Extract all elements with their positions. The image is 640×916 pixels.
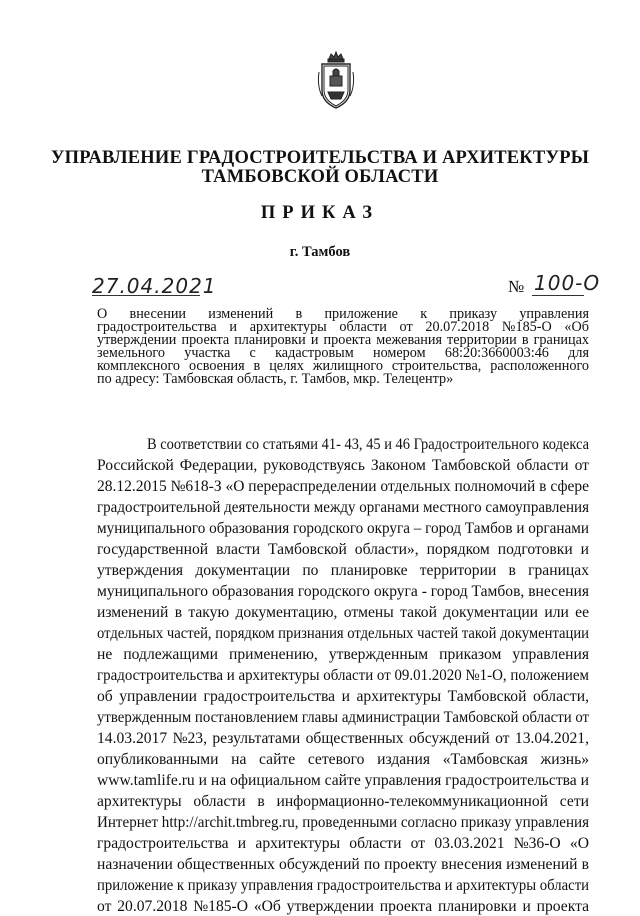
- subject-line: утверждении проекта планировки и проекта межевания территории в границах: [97, 332, 589, 348]
- body-line: градостроительства и архитектуры области от 09.01.2020 №1-О, положением: [97, 667, 589, 684]
- body-line: В соответствии со статьями 41- 43, 45 и 46 Градостроительного кодекса: [147, 436, 589, 453]
- body-line: об управлении градостроительства и архитектуры Тамбовской области,: [97, 688, 589, 705]
- body-line: назначении общественных обсуждений по проекту внесения изменений в: [97, 856, 589, 873]
- subject-line: земельного участка с кадастровым номером 68:20:3660003:46 для: [97, 345, 589, 361]
- body-line: изменений в такую документацию, отмены такой документации или ее: [97, 604, 589, 621]
- body-line: архитектуры области в информационно-телекоммуникационной сети: [97, 793, 589, 810]
- agency-name-line2: ТАМБОВСКОЙ ОБЛАСТИ: [201, 167, 439, 187]
- body-line: www.tamlife.ru и на официальном сайте управления градостроительства и: [97, 772, 589, 789]
- body-line: Российской Федерации, руководствуясь Законом Тамбовской области от: [97, 457, 589, 474]
- body-line: Интернет http://archit.tmbreg.ru, проведенными согласно приказу управления: [97, 814, 589, 831]
- body-line: государственной власти Тамбовской области», порядком подготовки и: [97, 541, 589, 558]
- body-line: 14.03.2017 №23, результатами общественных обсуждений от 13.04.2021,: [97, 730, 589, 747]
- number-underline: [532, 295, 584, 296]
- city-label: г. Тамбов: [289, 244, 351, 260]
- body-line: отдельных частей, порядком признания отдельных частей такой документации: [97, 625, 589, 642]
- number-sign: №: [508, 277, 525, 296]
- subject-line: комплексного освоения в целях жилищного строительства, расположенного: [97, 358, 589, 374]
- document-type-title: ПРИКАЗ: [260, 203, 380, 223]
- subject-line: по адресу: Тамбовская область, г. Тамбов, мкр. Телецентр»: [97, 371, 454, 387]
- coat-of-arms-emblem: [316, 50, 356, 112]
- handwritten-order-number: 100-О: [534, 271, 601, 295]
- body-line: опубликованными на сайте сетевого издания «Тамбовская жизнь»: [97, 751, 589, 768]
- body-line: утверждения документации по планировке территории в границах: [97, 562, 589, 579]
- body-line: приложение к приказу управления градостроительства и архитектуры области: [97, 877, 589, 894]
- subject-line: О внесении изменений в приложение к приказу управления: [97, 306, 589, 322]
- body-line: муниципального образования городского округа – город Тамбов и органами: [97, 520, 589, 537]
- body-line: градостроительной деятельности между органами местного самоуправления: [97, 499, 589, 516]
- date-underline: [92, 295, 200, 296]
- body-line: утвержденным постановлением главы администрации Тамбовской области от: [97, 709, 589, 726]
- body-line: 28.12.2015 №618-З «О перераспределении отдельных полномочий в сфере: [97, 478, 589, 495]
- body-line: муниципального образования городского округа - город Тамбов, внесения: [97, 583, 589, 600]
- agency-name-line1: УПРАВЛЕНИЕ ГРАДОСТРОИТЕЛЬСТВА И АРХИТЕКТУРЫ: [50, 148, 590, 168]
- body-line: от 20.07.2018 №185-О «Об утверждении проекта планировки и проекта: [97, 898, 589, 915]
- body-line: не подлежащими применению, утвержденным приказом управления: [97, 646, 589, 663]
- subject-line: градостроительства и архитектуры области от 20.07.2018 №185-О «Об: [97, 319, 589, 335]
- handwritten-date: 27.04.2021: [92, 274, 217, 298]
- body-line: градостроительства и архитектуры области от 03.03.2021 №36-О «О: [97, 835, 589, 852]
